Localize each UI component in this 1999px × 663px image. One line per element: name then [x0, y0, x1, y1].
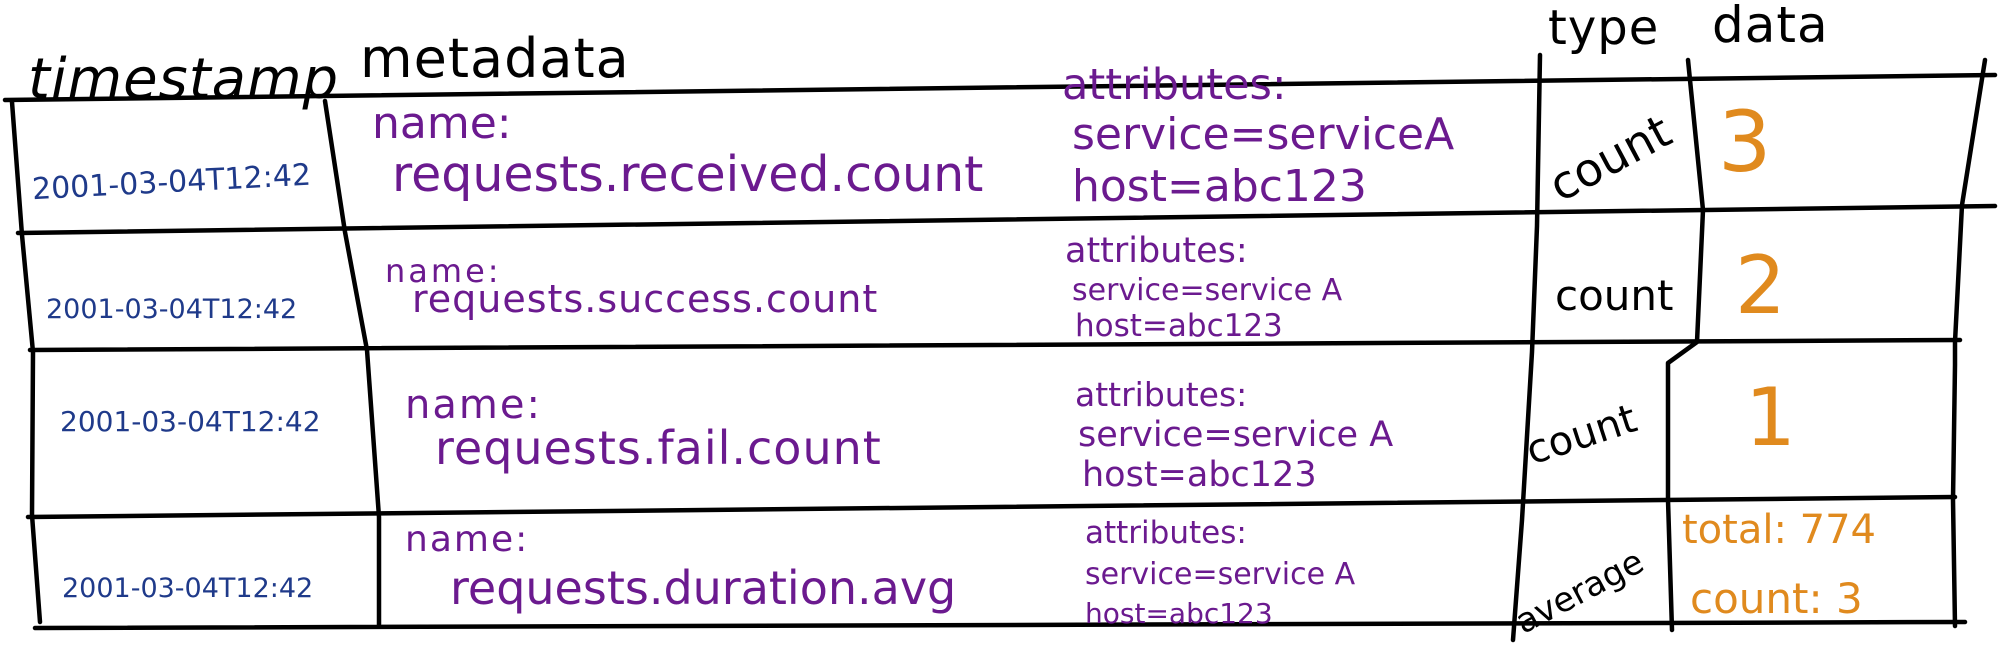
col-divider-1: [325, 101, 379, 625]
row-line-2: [30, 340, 1960, 350]
row-1-type: count: [1539, 103, 1680, 213]
row-4-data-count: count: 3: [1690, 574, 1863, 623]
header-timestamp: timestamp: [28, 47, 340, 112]
row-1-name: requests.received.count: [392, 146, 984, 203]
row-1-host: host=abc123: [1072, 161, 1367, 212]
row-1-attributes-label: attributes:: [1062, 60, 1287, 110]
row-4-host: host=abc123: [1085, 597, 1273, 630]
row-4-timestamp: 2001-03-04T12:42: [62, 573, 314, 604]
row-3-name: requests.fail.count: [435, 421, 882, 475]
header-metadata: metadata: [360, 27, 630, 90]
row-4-attributes-label: attributes:: [1085, 515, 1247, 551]
header-type: type: [1548, 0, 1660, 56]
row-3-timestamp: 2001-03-04T12:42: [60, 405, 321, 438]
row-2-attributes-label: attributes:: [1065, 231, 1248, 271]
row-3-type: count: [1520, 395, 1643, 475]
row-2-timestamp: 2001-03-04T12:42: [46, 294, 298, 325]
row-1-data: 3: [1718, 93, 1772, 191]
row-4-name: requests.duration.avg: [450, 561, 957, 615]
row-4-name-label: name:: [405, 519, 530, 560]
row-1-service: service=serviceA: [1072, 109, 1455, 160]
row-3-service: service=service A: [1078, 415, 1394, 455]
row-3-attributes-label: attributes:: [1075, 375, 1248, 414]
col-divider-2: [1513, 55, 1540, 640]
row-3-host: host=abc123: [1082, 455, 1317, 495]
row-line-1: [18, 206, 1995, 233]
row-4-data-total: total: 774: [1682, 507, 1877, 553]
row-3-data: 1: [1745, 371, 1796, 464]
row-3-name-label: name:: [405, 382, 542, 428]
row-2-host: host=abc123: [1075, 308, 1283, 344]
header-data: data: [1712, 0, 1829, 54]
row-2-name: requests.success.count: [412, 277, 879, 321]
row-2-service: service=service A: [1072, 273, 1343, 308]
row-1-timestamp: 2001-03-04T12:42: [31, 157, 312, 208]
row-2-data: 2: [1735, 239, 1786, 332]
row-4-service: service=service A: [1085, 557, 1356, 592]
row-1-name-label: name:: [372, 98, 512, 149]
row-2-type: count: [1555, 271, 1674, 320]
right-border: [1953, 60, 1985, 626]
row-2-name-label: name:: [385, 252, 502, 290]
row-line-4: [35, 622, 1965, 628]
row-4-type: average: [1508, 541, 1651, 643]
